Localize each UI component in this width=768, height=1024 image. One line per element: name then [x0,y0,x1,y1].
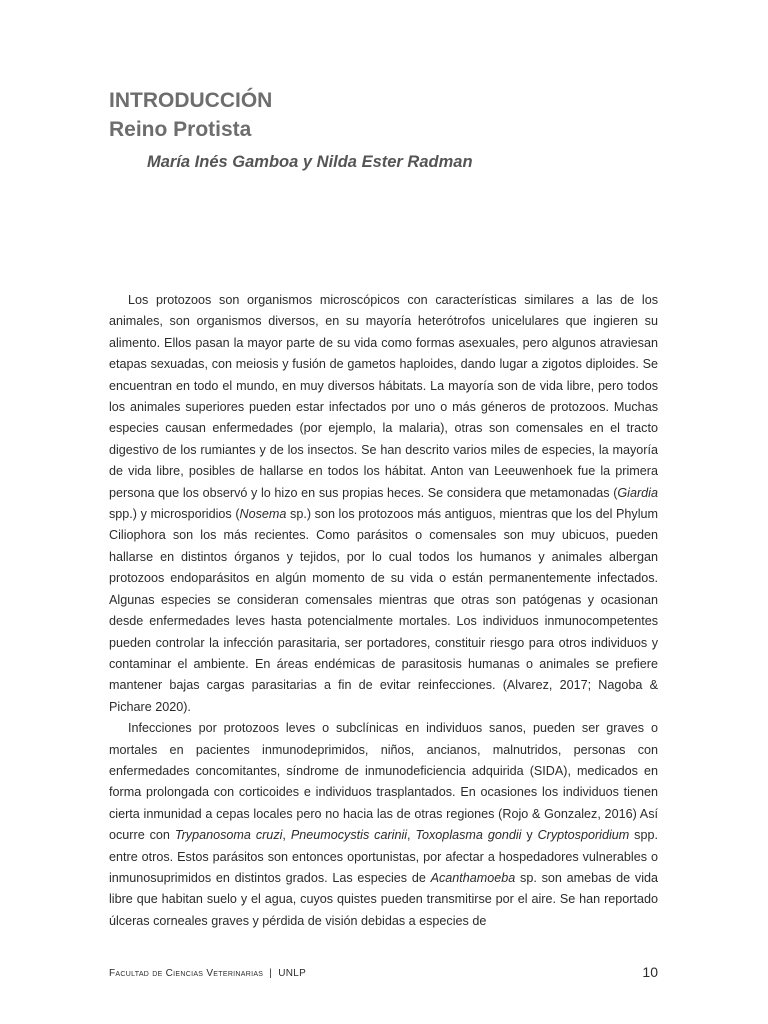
page-footer [109,964,658,984]
italic-term: Toxoplasma gondii [415,828,522,843]
paragraph-text: spp.) y microsporidios ( [109,507,240,522]
paragraph-1 [109,290,658,718]
chapter-authors: María Inés Gamboa y Nilda Ester Radman [147,153,473,171]
paragraph-text: spp. entre otros. Estos parásitos son entonces oportunistas, por afectar a hospedadores vulnerables o inmunosuprimidos en distintos grados. Las especies de [109,828,658,885]
paragraph-text: , [407,828,416,843]
italic-term: Trypanosoma cruzi [174,828,283,843]
italic-term: Cryptosporidium [537,828,630,843]
italic-term: Giardia [617,485,658,500]
paragraph-text: Infecciones por protozoos leves o subclínicas en individuos sanos, pueden ser graves o mortales en pacientes inmunodeprimidos, niños, ancianos, malnutridos, personas con enfermedades concomitantes, síndrome de inmunodeficiencia adquirida (SIDA), medicados en forma prolongada con corticoides e individuos trasplantados. En ocasiones los individuos tienen cierta inmunidad a cepas locales pero no hacia las de otras regiones (Rojo & Gonzalez, 2016) Así ocurre con [109,721,658,843]
paragraph-text: sp.) son los protozoos más antiguos, mientras que los del Phylum Ciliophora son los más recientes. Como parásitos o comensales son muy ubicuos, pueden hallarse en distintos órganos y tejidos, por lo cual todos los humanos y animales albergan protozoos endoparásitos en algún momento de su vida o están permanentemente infectados. Algunas especies se consideran comensales mientras que otras son patógenas y ocasionan desde enfermedades leves hasta potencialmente mortales. Los individuos inmunocompetentes pueden controlar la infección parasitaria, ser portadores, constituir riesgo para otros individuos y contaminar el ambiente. En áreas endémicas de parasitosis humanas o animales se prefiere mantener bajas cargas parasitarias a fin de evitar reinfecciones. (Alvarez, 2017; Nagoba & Pichare 2020). [109,507,658,714]
italic-term: Pneumocystis carinii [290,828,408,843]
chapter-subtitle: Reino Protista [109,118,252,141]
paragraph-2 [109,718,658,932]
paragraph-text: Los protozoos son organismos microscópicos con características similares a las de los animales, son organismos diversos, en su mayoría heterótrofos unicelulares que ingieren su alimento. Ellos pasan la mayor parte de su vida como formas asexuales, pero algunos atraviesan etapas sexuadas, con meiosis y fusión de gametos haploides, dando lugar a zigotos diploides. Se encuentran en todo el mundo, en muy diversos hábitats. La mayoría son de vida libre, pero todos los animales superiores pueden estar infectados por uno o más géneros de protozoos. Muchas especies causan enfermedades (por ejemplo, la malaria), otras son comensales en el tracto digestivo de los rumiantes y de los insectos. Se han descrito varios miles de especies, la mayoría de vida libre, posibles de hallarse en todos los hábitat. Anton van Leeuwenhoek fue la primera persona que los observó y lo hizo en sus propias heces. Se considera que metamonadas ( [109,293,658,500]
chapter-title: INTRODUCCIÓN [109,89,273,112]
footer-institution [109,968,306,979]
page-number: 10 [642,964,658,980]
paragraph-text: , [282,828,291,843]
footer-faculty: Facultad de Ciencias Veterinarias [109,968,264,979]
body-text [109,290,658,932]
paragraph-text: sp. son amebas de vida libre que habitan suelo y el agua, cuyos quistes pueden transmitirse por el aire. Se han reportado úlceras corneales graves y pérdida de visión debidas a especies de [109,870,659,928]
footer-university: UNLP [278,968,307,979]
italic-term: Acanthamoeba [430,870,516,885]
italic-term: Nosema [239,507,287,522]
paragraph-text: y [521,828,538,843]
footer-separator: | [269,968,273,979]
